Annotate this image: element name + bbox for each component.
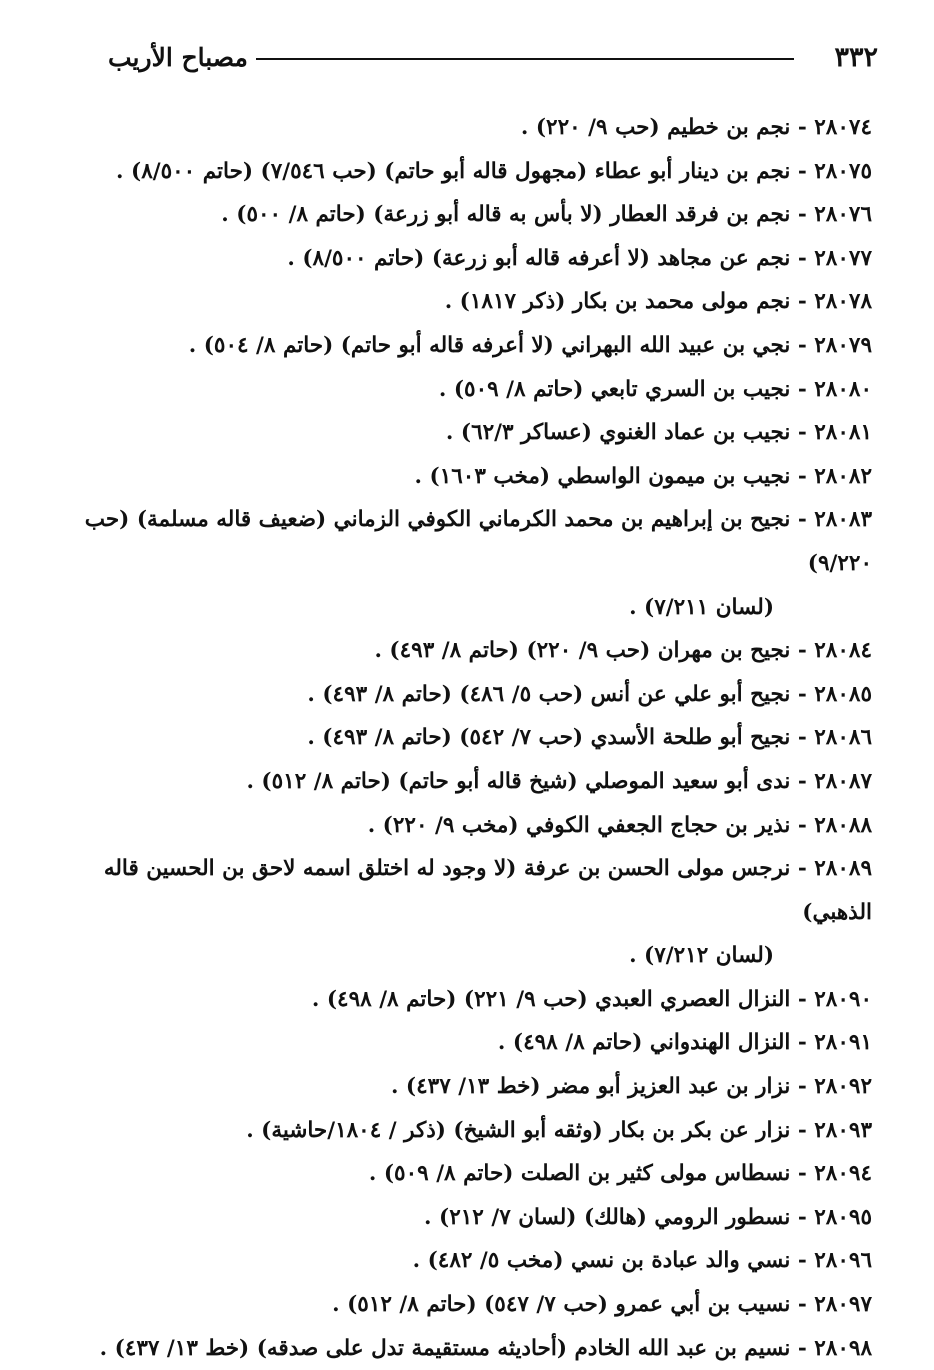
entry-dash: - [790,1335,815,1361]
entry-dash: - [790,463,815,489]
entry-text: ندى أبو سعيد الموصلي (شيخ قاله أبو حاتم) (حاتم ٨/ ٥١٢) . [246,768,791,794]
entry-number: ٢٨٠٧٩ [814,332,872,358]
entry-number: ٢٨٠٨٦ [814,725,872,751]
entry-row [82,193,872,237]
entry-row [82,411,872,455]
entry-dash: - [790,332,815,358]
entry-text: نذير بن حجاج الجعفي الكوفي (مخب ٩/ ٢٢٠) . [367,812,791,838]
entry-dash: - [790,1248,815,1274]
entry-text: نجيح بن إبراهيم بن محمد الكرماني الكوفي الزماني (ضعيف قاله مسلمة) (حب ٩/٢٢٠) [84,507,872,576]
entry-row [82,455,872,499]
entry-text: نجيب بن ميمون الواسطي (مخب ١٦٠٣) . [414,463,791,489]
entry-dash: - [790,1117,815,1143]
entry-dash: - [790,507,815,533]
entry-text: نجم بن خطيم (حب ٩/ ٢٢٠) . [520,115,791,140]
entry-text: نجيب بن عماد الغنوي (عساكر ٦٢/٣) . [445,420,791,446]
entry-text: النزال الهندواني (حاتم ٨/ ٤٩٨) . [497,1030,791,1056]
entry-number: ٢٨٠٩٢ [814,1074,872,1100]
entry-dash: - [790,158,815,184]
entry-row [82,368,872,412]
entry-text: نجم بن دينار أبو عطاء (مجهول قاله أبو حاتم) (حب ٧/٥٤٦) (حاتم ٨/٥٠٠) . [116,158,791,184]
entry-number: ٢٨٠٩١ [814,1030,872,1056]
entry-row [82,106,872,150]
running-header [108,36,878,80]
entry-number: ٢٨٠٩٠ [814,986,872,1012]
entry-number: ٢٨٠٩٨ [814,1335,872,1361]
entry-text: نجيب بن السري تابعي (حاتم ٨/ ٥٠٩) . [438,376,791,402]
entry-dash: - [790,245,815,271]
entry-text: نرجس مولى الحسن بن عرفة (لا وجود له اختلق اسمه لاحق بن الحسين قاله الذهبي) [103,856,872,925]
entry-text: نسطور الرومي (هالك) (لسان ٧/ ٢١٢) . [424,1204,791,1230]
entry-dash: - [790,681,815,707]
entry-text: نسي والد عبادة بن نسي (مخب ٥/ ٤٨٢) . [412,1248,791,1274]
entry-row [82,1109,872,1153]
entry-text: نزار عن بكر بن بكار (وثقه أبو الشيخ) (ذكر / ١٨٠٤/حاشية) . [246,1117,791,1143]
entry-text: نسيم بن عبد الله الخادم (أحاديثه مستقيمة تدل على صدقه) (خط ١٣/ ٤٣٧) . [99,1335,791,1361]
entry-row [82,498,872,629]
entry-dash: - [790,986,815,1012]
page-number: ٣٣٢ [834,42,878,73]
entry-number: ٢٨٠٩٦ [814,1248,872,1274]
entry-number: ٢٨٠٨٥ [814,681,872,707]
entry-row [82,1021,872,1065]
entry-continuation: (لسان ٧/٢١١) . [629,594,774,620]
entry-text: نجم عن مجاهد (لا أعرفه قاله أبو زرعة) (حاتم ٨/٥٠٠) . [287,245,791,271]
entry-text: نجم بن فرقد العطار (لا بأس به قاله أبو زرعة) (حاتم ٨/ ٥٠٠) . [221,202,791,228]
entry-row [82,1239,872,1283]
entry-text: نجيح بن مهران (حب ٩/ ٢٢٠) (حاتم ٨/ ٤٩٣) . [374,638,791,664]
entry-row [82,804,872,848]
entry-dash: - [790,1292,815,1318]
entry-row [82,324,872,368]
entry-dash: - [790,725,815,751]
entry-text: نجيح أبو علي عن أنس (حب ٥/ ٤٨٦) (حاتم ٨/ ٤٩٣) . [307,681,791,707]
entry-dash: - [790,202,815,228]
entry-row [82,237,872,281]
entry-row [82,280,872,324]
book-title: مصباح الأريب [108,43,248,72]
entry-number: ٢٨٠٧٥ [814,158,872,184]
entry-number: ٢٨٠٨٧ [814,768,872,794]
entry-text: نجم مولى محمد بن بكار (ذكر ١٨١٧) . [444,289,791,315]
entry-text: نجيح أبو طلحة الأسدي (حب ٧/ ٥٤٢) (حاتم ٨/ ٤٩٣) . [307,725,791,751]
entry-number: ٢٨٠٧٧ [814,245,872,271]
entry-row [82,1283,872,1327]
entry-continuation: (لسان ٧/٢١٢) . [629,943,774,969]
entry-dash: - [790,1161,815,1187]
entry-text: نزار بن عبد العزيز أبو مضر (خط ١٣/ ٤٣٧) . [390,1074,791,1100]
entry-number: ٢٨٠٨١ [814,420,872,446]
entry-text: النزال العصري العبدي (حب ٩/ ٢٢١) (حاتم ٨/ ٤٩٨) . [311,986,791,1012]
entry-number: ٢٨٠٨٣ [814,507,872,533]
entry-row [82,150,872,194]
entry-number: ٢٨٠٨٤ [814,638,872,664]
entry-number: ٢٨٠٨٠ [814,376,872,402]
entry-row [82,760,872,804]
entry-number: ٢٨٠٧٦ [814,202,872,228]
entry-dash: - [790,768,815,794]
entry-dash: - [790,376,815,402]
header-rule [256,58,794,60]
entry-row [82,1065,872,1109]
entry-row [82,1152,872,1196]
entry-list [82,106,872,1370]
entry-row [82,978,872,1022]
entry-number: ٢٨٠٧٨ [814,289,872,315]
entry-number: ٢٨٠٩٥ [814,1204,872,1230]
entry-number: ٢٨٠٩٣ [814,1117,872,1143]
entry-dash: - [790,856,815,882]
entry-number: ٢٨٠٨٩ [814,856,872,882]
entry-number: ٢٨٠٩٧ [814,1292,872,1318]
entry-dash: - [790,420,815,446]
entry-dash: - [790,115,815,140]
entry-number: ٢٨٠٧٤ [814,115,872,140]
entry-row [82,629,872,673]
entry-dash: - [790,812,815,838]
entry-number: ٢٨٠٨٢ [814,463,872,489]
entry-text: نجي بن عبيد الله البهراني (لا أعرفه قاله أبو حاتم) (حاتم ٨/ ٥٠٤) . [188,332,791,358]
entry-dash: - [790,1030,815,1056]
entry-number: ٢٨٠٩٤ [814,1161,872,1187]
entry-text: نسطاس مولى كثير بن الصلت (حاتم ٨/ ٥٠٩) . [368,1161,791,1187]
entry-dash: - [790,1204,815,1230]
entry-number: ٢٨٠٨٨ [814,812,872,838]
entry-row [82,716,872,760]
entry-row [82,1196,872,1240]
entry-row [82,673,872,717]
entry-dash: - [790,638,815,664]
entry-dash: - [790,289,815,315]
entry-row [82,847,872,978]
entry-row [82,1327,872,1370]
entry-text: نسيب بن أبي عمرو (حب ٧/ ٥٤٧) (حاتم ٨/ ٥١٢) . [332,1292,791,1318]
entry-dash: - [790,1074,815,1100]
